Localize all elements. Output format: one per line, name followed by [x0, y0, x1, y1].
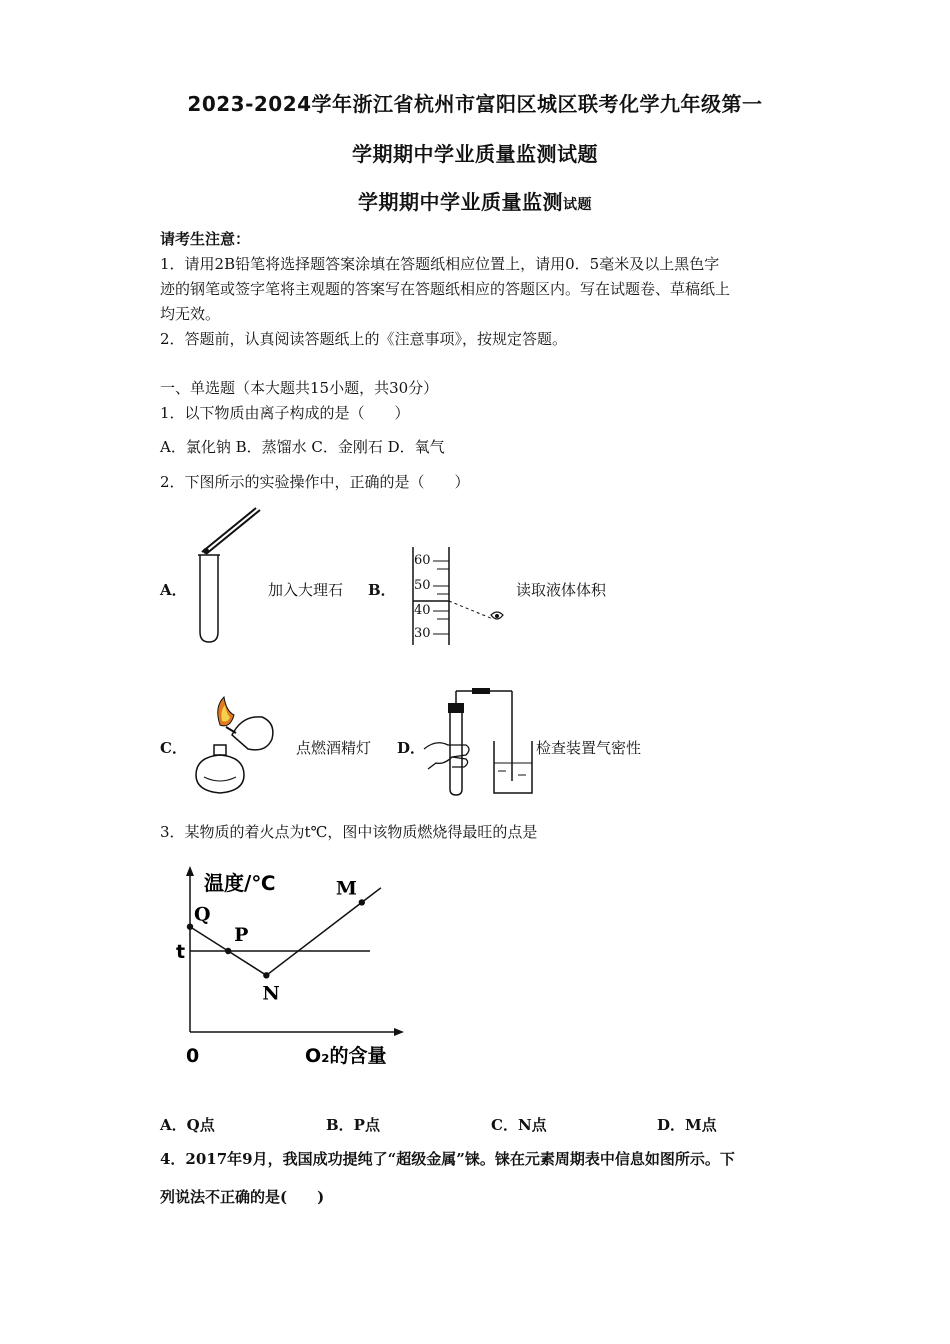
airtightness-apparatus-icon	[422, 685, 537, 800]
question-4-stem-line-1: 4．2017年9月，我国成功提纯了“超级金属”铼。铼在元素周期表中信息如图所示。下	[160, 1150, 735, 1168]
question-4-stem-line-2: 列说法不正确的是( )	[160, 1188, 325, 1206]
question-3-option-a: A．Q点	[160, 1116, 215, 1134]
chart-point-label-N: N	[262, 982, 280, 1005]
chart-y-axis-arrow	[186, 866, 194, 876]
notice-item-1-line-2: 迹的钢笔或签字笔将主观题的答案写在答题纸相应的答题区内。写在试题卷、草稿纸上	[160, 280, 731, 298]
question-2-option-c-text: 点燃酒精灯	[296, 739, 372, 757]
ignition-chart	[160, 860, 420, 1075]
chart-point-P	[225, 948, 231, 954]
chart-point-label-P: P	[234, 924, 249, 946]
question-3-option-c: C．N点	[491, 1116, 547, 1134]
cylinder-tick-50: 50	[414, 578, 431, 593]
test-tube-tweezers-icon	[190, 500, 270, 645]
notice-heading: 请考生注意：	[160, 230, 251, 248]
chart-point-label-M: M	[335, 877, 357, 900]
question-2-option-a-label: A．	[160, 581, 187, 599]
chart-point-M	[359, 899, 365, 905]
title-line-1: 2023-2024学年浙江省杭州市富阳区城区联考化学九年级第一	[187, 92, 763, 116]
question-2-option-b-label: B．	[368, 581, 396, 599]
chart-origin-label: 0	[186, 1045, 200, 1067]
title-line-3	[0, 186, 950, 215]
title-line-3-main: 学期期中学业质量监测	[358, 190, 563, 214]
chart-x-axis-arrow	[394, 1028, 404, 1036]
alcohol-lamp-icon	[190, 695, 285, 800]
chart-point-label-Q: Q	[194, 903, 211, 926]
question-3-option-b: B．P点	[326, 1116, 380, 1134]
cylinder-tick-60: 60	[414, 553, 431, 568]
chart-point-Q	[187, 924, 193, 930]
question-1-stem: 1．以下物质由离子构成的是（ ）	[160, 404, 410, 422]
question-1-options: A．氯化钠 B．蒸馏水 C．金刚石 D．氧气	[160, 438, 445, 456]
question-2-option-d-text: 检查装置气密性	[536, 739, 642, 757]
chart-point-N	[263, 972, 269, 978]
title-line-2: 学期期中学业质量监测试题	[352, 142, 598, 166]
question-2-stem: 2．下图所示的实验操作中，正确的是（ ）	[160, 473, 470, 491]
notice-item-1-line-3: 均无效。	[160, 305, 221, 323]
chart-y-label: 温度/℃	[204, 871, 276, 895]
question-2-option-c-label: C．	[160, 739, 187, 757]
question-3-option-d: D．M点	[657, 1116, 717, 1134]
notice-item-1-line-1: 1．请用2B铅笔将选择题答案涂填在答题纸相应位置上，请用0．5毫米及以上黑色字	[160, 255, 720, 273]
title-line-3-small: 试题	[563, 197, 592, 213]
notice-item-2: 2．答题前，认真阅读答题纸上的《注意事项》，按规定答题。	[160, 330, 568, 348]
chart-series-line	[190, 888, 381, 975]
question-3-stem: 3．某物质的着火点为t℃，图中该物质燃烧得最旺的点是	[160, 823, 538, 841]
chart-x-label: O₂的含量	[305, 1045, 387, 1067]
cylinder-tick-40: 40	[414, 603, 431, 618]
question-2-option-a-text: 加入大理石	[268, 581, 344, 599]
chart-threshold-label: t	[176, 941, 186, 963]
question-2-option-d-label: D．	[397, 739, 426, 757]
section-1-heading: 一、单选题（本大题共15小题，共30分）	[160, 379, 439, 397]
question-2-option-b-text: 读取液体体积	[516, 581, 607, 599]
cylinder-tick-30: 30	[414, 626, 431, 641]
